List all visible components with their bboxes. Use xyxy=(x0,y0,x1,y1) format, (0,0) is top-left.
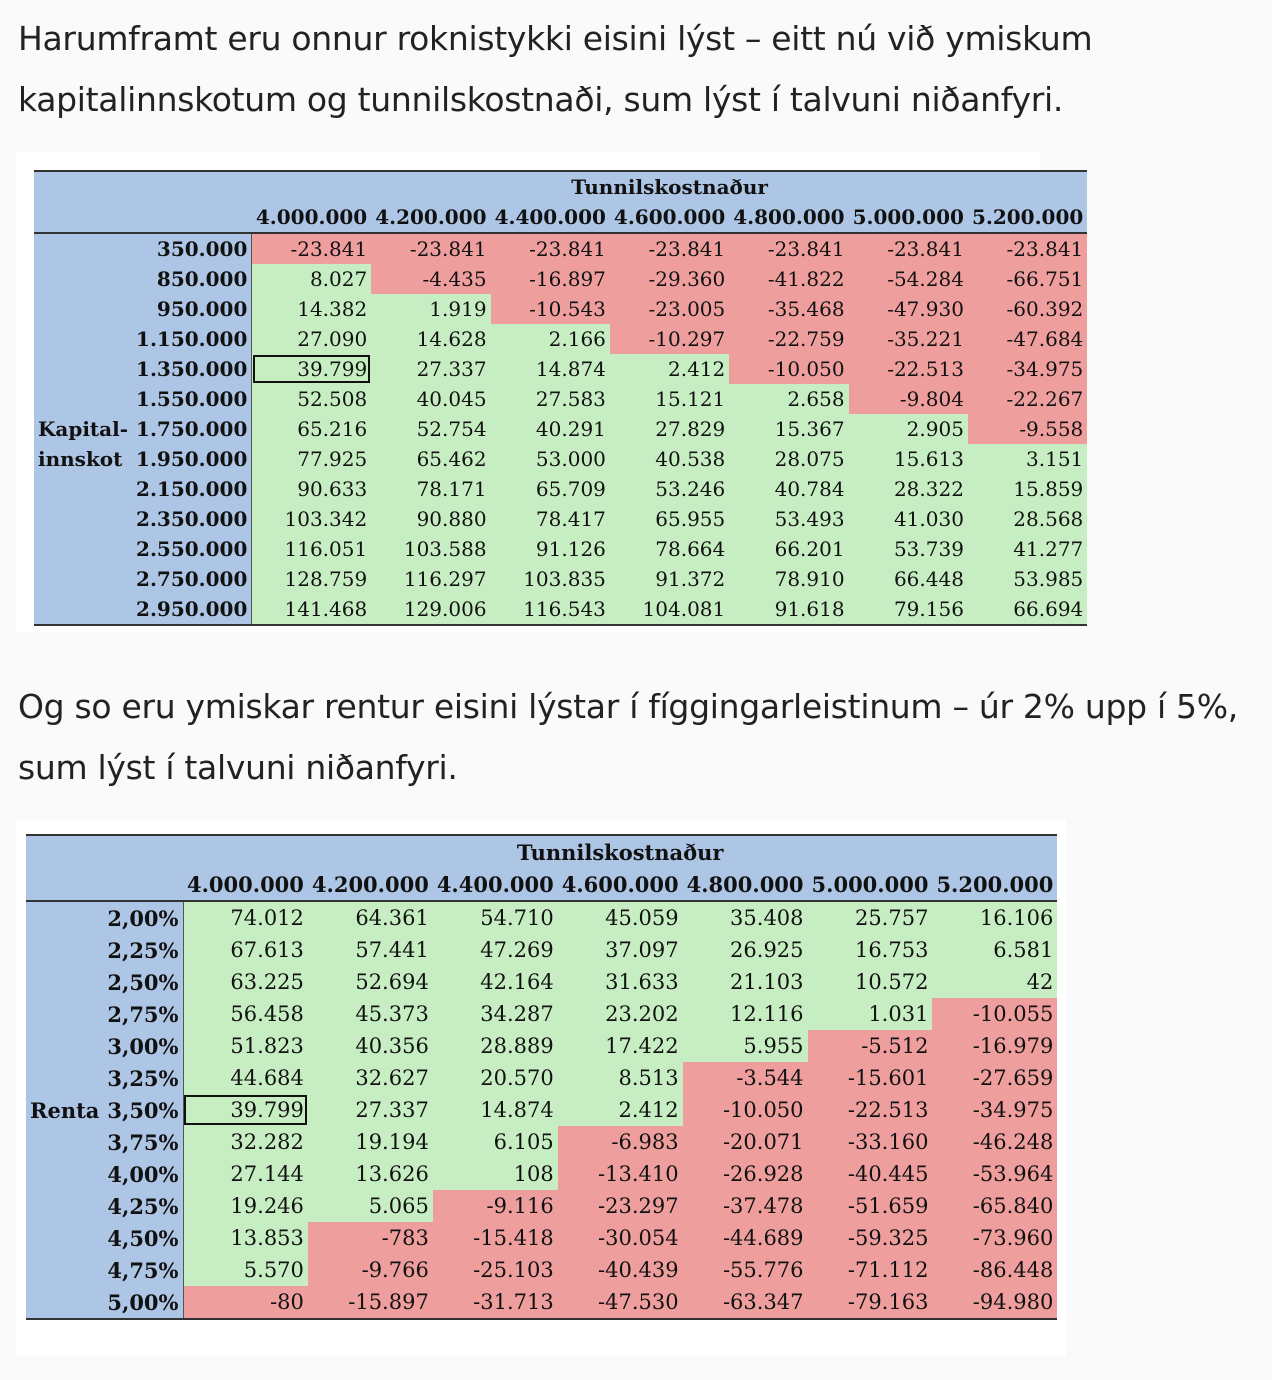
row-header: 2.550.000 xyxy=(132,534,252,564)
value-cell: 2.412 xyxy=(558,1094,683,1126)
value-cell: 91.126 xyxy=(491,534,610,564)
value-cell: 16.106 xyxy=(932,901,1057,934)
value-cell: -9.804 xyxy=(849,384,968,414)
table-row xyxy=(34,444,1087,474)
value-cell: 8.513 xyxy=(558,1062,683,1094)
row-header: 1.150.000 xyxy=(132,324,252,354)
corner-cell xyxy=(132,171,252,202)
value-cell: -23.841 xyxy=(371,233,490,264)
row-axis-spacer xyxy=(26,901,103,934)
value-cell: 65.955 xyxy=(610,504,729,534)
value-cell: -9.116 xyxy=(433,1190,558,1222)
column-header: 4.200.000 xyxy=(308,868,433,901)
value-cell: -783 xyxy=(308,1222,433,1254)
value-cell: -26.928 xyxy=(683,1158,808,1190)
value-cell: 103.342 xyxy=(252,504,371,534)
value-cell: 28.075 xyxy=(729,444,848,474)
row-header: 2,50% xyxy=(103,966,183,998)
value-cell: 66.201 xyxy=(729,534,848,564)
capital-sensitivity-table xyxy=(34,170,1087,626)
row-header: 350.000 xyxy=(132,233,252,264)
value-cell: -23.841 xyxy=(729,233,848,264)
value-cell: -22.267 xyxy=(968,384,1087,414)
value-cell: 6.105 xyxy=(433,1126,558,1158)
value-cell: 27.829 xyxy=(610,414,729,444)
table-title-row xyxy=(26,835,1057,868)
value-cell: 39.799 xyxy=(252,354,371,384)
value-cell: -59.325 xyxy=(808,1222,933,1254)
corner-cell xyxy=(34,171,132,202)
row-header: 2.750.000 xyxy=(132,564,252,594)
value-cell: 28.889 xyxy=(433,1030,558,1062)
value-cell: 78.664 xyxy=(610,534,729,564)
value-cell: 51.823 xyxy=(183,1030,308,1062)
value-cell: 19.194 xyxy=(308,1126,433,1158)
value-cell: 103.835 xyxy=(491,564,610,594)
row-header: 3,00% xyxy=(103,1030,183,1062)
row-header: 1.950.000 xyxy=(132,444,252,474)
value-cell: 52.508 xyxy=(252,384,371,414)
value-cell: -41.822 xyxy=(729,264,848,294)
row-header: 3,25% xyxy=(103,1062,183,1094)
value-cell: -9.558 xyxy=(968,414,1087,444)
value-cell: 40.784 xyxy=(729,474,848,504)
value-cell: 2.905 xyxy=(849,414,968,444)
corner-cell xyxy=(103,835,183,868)
row-header: 4,75% xyxy=(103,1254,183,1286)
row-axis-spacer xyxy=(34,474,132,504)
value-cell: -60.392 xyxy=(968,294,1087,324)
corner-cell xyxy=(26,835,103,868)
value-cell: -16.979 xyxy=(932,1030,1057,1062)
intro-paragraph-interest: Og so eru ymiskar rentur eisini lýstar í fíggingarleistinum – úr 2% upp í 5%, sum lýst í talvuni niðanfyri. xyxy=(18,687,1238,787)
value-cell: 41.277 xyxy=(968,534,1087,564)
row-axis-spacer xyxy=(34,324,132,354)
value-cell: 47.269 xyxy=(433,934,558,966)
column-header: 4.000.000 xyxy=(252,202,371,233)
value-cell: 13.853 xyxy=(183,1222,308,1254)
value-cell: -27.659 xyxy=(932,1062,1057,1094)
table-title-row xyxy=(34,171,1087,202)
value-cell: -51.659 xyxy=(808,1190,933,1222)
value-cell: 91.618 xyxy=(729,594,848,625)
value-cell: 42 xyxy=(932,966,1057,998)
value-cell: 104.081 xyxy=(610,594,729,625)
row-header: 2.950.000 xyxy=(132,594,252,625)
value-cell: -3.544 xyxy=(683,1062,808,1094)
value-cell: -34.975 xyxy=(932,1094,1057,1126)
value-cell: 15.859 xyxy=(968,474,1087,504)
value-cell: -71.112 xyxy=(808,1254,933,1286)
value-cell: -80 xyxy=(183,1286,308,1319)
column-header-row xyxy=(34,202,1087,233)
column-header: 4.600.000 xyxy=(558,868,683,901)
column-header: 4.200.000 xyxy=(371,202,490,233)
value-cell: -23.297 xyxy=(558,1190,683,1222)
value-cell: -5.512 xyxy=(808,1030,933,1062)
value-cell: -6.983 xyxy=(558,1126,683,1158)
value-cell: -22.759 xyxy=(729,324,848,354)
value-cell: 78.910 xyxy=(729,564,848,594)
interest-sensitivity-table xyxy=(26,834,1057,1320)
value-cell: -15.897 xyxy=(308,1286,433,1319)
column-header: 5.000.000 xyxy=(849,202,968,233)
row-header: 2,00% xyxy=(103,901,183,934)
value-cell: -25.103 xyxy=(433,1254,558,1286)
value-cell: 2.658 xyxy=(729,384,848,414)
table-row xyxy=(26,934,1057,966)
value-cell: 19.246 xyxy=(183,1190,308,1222)
value-cell: 28.568 xyxy=(968,504,1087,534)
row-axis-spacer xyxy=(34,384,132,414)
value-cell: 53.739 xyxy=(849,534,968,564)
value-cell: -13.410 xyxy=(558,1158,683,1190)
value-cell: -30.054 xyxy=(558,1222,683,1254)
value-cell: -15.601 xyxy=(808,1062,933,1094)
row-header: 1.750.000 xyxy=(132,414,252,444)
value-cell: 32.627 xyxy=(308,1062,433,1094)
value-cell: 32.282 xyxy=(183,1126,308,1158)
column-header: 4.600.000 xyxy=(610,202,729,233)
value-cell: 78.417 xyxy=(491,504,610,534)
table-row xyxy=(26,1062,1057,1094)
corner-cell xyxy=(103,868,183,901)
value-cell: 21.103 xyxy=(683,966,808,998)
table-row xyxy=(34,594,1087,625)
corner-cell xyxy=(34,202,132,233)
value-cell: 14.628 xyxy=(371,324,490,354)
intro-paragraph-capital: Harumframt eru onnur roknistykki eisini lýst – eitt nú við ymiskum kapitalinnskotum og tunnilskostnaði, sum lýst í talvuni niðanfyri. xyxy=(18,19,1093,119)
row-header: 4,50% xyxy=(103,1222,183,1254)
value-cell: 90.880 xyxy=(371,504,490,534)
value-cell: 53.493 xyxy=(729,504,848,534)
value-cell: 41.030 xyxy=(849,504,968,534)
value-cell: -35.468 xyxy=(729,294,848,324)
value-cell: 1.031 xyxy=(808,998,933,1030)
table-row xyxy=(26,1254,1057,1286)
row-header: 3,75% xyxy=(103,1126,183,1158)
table-title: Tunnilskostnaður xyxy=(183,835,1057,868)
row-axis-spacer xyxy=(34,594,132,625)
value-cell: 12.116 xyxy=(683,998,808,1030)
value-cell: 56.458 xyxy=(183,998,308,1030)
row-axis-spacer xyxy=(26,1222,103,1254)
value-cell: -94.980 xyxy=(932,1286,1057,1319)
value-cell: -23.841 xyxy=(968,233,1087,264)
row-axis-spacer xyxy=(34,233,132,264)
value-cell: 45.373 xyxy=(308,998,433,1030)
row-axis-spacer xyxy=(26,1190,103,1222)
row-axis-spacer xyxy=(34,294,132,324)
column-header: 5.000.000 xyxy=(808,868,933,901)
table-row xyxy=(34,414,1087,444)
value-cell: 65.216 xyxy=(252,414,371,444)
value-cell: 52.754 xyxy=(371,414,490,444)
value-cell: -23.841 xyxy=(491,233,610,264)
row-axis-spacer xyxy=(34,264,132,294)
value-cell: 34.287 xyxy=(433,998,558,1030)
value-cell: -20.071 xyxy=(683,1126,808,1158)
value-cell: 103.588 xyxy=(371,534,490,564)
table-row xyxy=(34,534,1087,564)
value-cell: 14.874 xyxy=(491,354,610,384)
table-row xyxy=(34,504,1087,534)
value-cell: 116.297 xyxy=(371,564,490,594)
value-cell: 27.337 xyxy=(308,1094,433,1126)
row-header: 2,75% xyxy=(103,998,183,1030)
value-cell: 14.874 xyxy=(433,1094,558,1126)
column-header: 4.800.000 xyxy=(729,202,848,233)
value-cell: 57.441 xyxy=(308,934,433,966)
value-cell: 15.121 xyxy=(610,384,729,414)
row-header: 850.000 xyxy=(132,264,252,294)
value-cell: 20.570 xyxy=(433,1062,558,1094)
value-cell: 27.090 xyxy=(252,324,371,354)
row-axis-spacer xyxy=(26,934,103,966)
value-cell: 31.633 xyxy=(558,966,683,998)
value-cell: -10.297 xyxy=(610,324,729,354)
value-cell: 79.156 xyxy=(849,594,968,625)
value-cell: 53.000 xyxy=(491,444,610,474)
row-header: 2,25% xyxy=(103,934,183,966)
value-cell: 78.171 xyxy=(371,474,490,504)
corner-cell xyxy=(132,202,252,233)
row-axis-spacer xyxy=(26,1254,103,1286)
row-axis-spacer xyxy=(26,1062,103,1094)
value-cell: 37.097 xyxy=(558,934,683,966)
row-axis-label: innskot xyxy=(34,444,132,474)
value-cell: -40.439 xyxy=(558,1254,683,1286)
value-cell: -23.841 xyxy=(252,233,371,264)
value-cell: -46.248 xyxy=(932,1126,1057,1158)
table-row xyxy=(26,1126,1057,1158)
row-axis-label: Kapital- xyxy=(34,414,132,444)
value-cell: 53.246 xyxy=(610,474,729,504)
value-cell: -10.543 xyxy=(491,294,610,324)
value-cell: 27.144 xyxy=(183,1158,308,1190)
value-cell: 116.051 xyxy=(252,534,371,564)
value-cell: 116.543 xyxy=(491,594,610,625)
value-cell: 27.337 xyxy=(371,354,490,384)
value-cell: 66.694 xyxy=(968,594,1087,625)
value-cell: 15.367 xyxy=(729,414,848,444)
row-axis-spacer xyxy=(34,354,132,384)
value-cell: 44.684 xyxy=(183,1062,308,1094)
value-cell: 67.613 xyxy=(183,934,308,966)
value-cell: -35.221 xyxy=(849,324,968,354)
value-cell: -53.964 xyxy=(932,1158,1057,1190)
row-axis-spacer xyxy=(26,1286,103,1319)
value-cell: 40.538 xyxy=(610,444,729,474)
value-cell: 39.799 xyxy=(183,1094,308,1126)
value-cell: -34.975 xyxy=(968,354,1087,384)
column-header: 4.000.000 xyxy=(183,868,308,901)
value-cell: -79.163 xyxy=(808,1286,933,1319)
row-axis-label: Renta xyxy=(26,1094,103,1126)
value-cell: -66.751 xyxy=(968,264,1087,294)
column-header: 4.800.000 xyxy=(683,868,808,901)
value-cell: 13.626 xyxy=(308,1158,433,1190)
value-cell: 8.027 xyxy=(252,264,371,294)
value-cell: 35.408 xyxy=(683,901,808,934)
value-cell: 40.291 xyxy=(491,414,610,444)
value-cell: 52.694 xyxy=(308,966,433,998)
value-cell: 63.225 xyxy=(183,966,308,998)
table-row xyxy=(34,564,1087,594)
row-header: 2.350.000 xyxy=(132,504,252,534)
value-cell: -65.840 xyxy=(932,1190,1057,1222)
corner-cell xyxy=(26,868,103,901)
table-row xyxy=(26,1030,1057,1062)
value-cell: -86.448 xyxy=(932,1254,1057,1286)
value-cell: 91.372 xyxy=(610,564,729,594)
row-axis-spacer xyxy=(26,1126,103,1158)
value-cell: 128.759 xyxy=(252,564,371,594)
value-cell: -22.513 xyxy=(808,1094,933,1126)
table-row xyxy=(34,294,1087,324)
row-axis-spacer xyxy=(34,504,132,534)
row-header: 4,25% xyxy=(103,1190,183,1222)
value-cell: 5.065 xyxy=(308,1190,433,1222)
value-cell: 2.166 xyxy=(491,324,610,354)
value-cell: 108 xyxy=(433,1158,558,1190)
row-axis-spacer xyxy=(34,534,132,564)
value-cell: -23.841 xyxy=(610,233,729,264)
table-row xyxy=(26,1158,1057,1190)
value-cell: 5.955 xyxy=(683,1030,808,1062)
value-cell: -37.478 xyxy=(683,1190,808,1222)
value-cell: 65.462 xyxy=(371,444,490,474)
value-cell: 40.356 xyxy=(308,1030,433,1062)
value-cell: -55.776 xyxy=(683,1254,808,1286)
value-cell: -47.930 xyxy=(849,294,968,324)
value-cell: -23.841 xyxy=(849,233,968,264)
row-axis-spacer xyxy=(34,564,132,594)
column-header: 5.200.000 xyxy=(968,202,1087,233)
row-header: 1.550.000 xyxy=(132,384,252,414)
table-title: Tunnilskostnaður xyxy=(252,171,1087,202)
value-cell: 54.710 xyxy=(433,901,558,934)
value-cell: -44.689 xyxy=(683,1222,808,1254)
column-header: 4.400.000 xyxy=(433,868,558,901)
table-row xyxy=(34,474,1087,504)
value-cell: 53.985 xyxy=(968,564,1087,594)
table-row xyxy=(26,1190,1057,1222)
table-row xyxy=(34,354,1087,384)
row-axis-spacer xyxy=(26,998,103,1030)
row-header: 1.350.000 xyxy=(132,354,252,384)
value-cell: 129.006 xyxy=(371,594,490,625)
value-cell: -47.684 xyxy=(968,324,1087,354)
row-header: 5,00% xyxy=(103,1286,183,1319)
row-axis-spacer xyxy=(26,1158,103,1190)
value-cell: 1.919 xyxy=(371,294,490,324)
value-cell: 64.361 xyxy=(308,901,433,934)
value-cell: 28.322 xyxy=(849,474,968,504)
row-header: 4,00% xyxy=(103,1158,183,1190)
column-header: 5.200.000 xyxy=(932,868,1057,901)
value-cell: 26.925 xyxy=(683,934,808,966)
value-cell: 90.633 xyxy=(252,474,371,504)
value-cell: -29.360 xyxy=(610,264,729,294)
value-cell: 3.151 xyxy=(968,444,1087,474)
row-header: 2.150.000 xyxy=(132,474,252,504)
value-cell: -73.960 xyxy=(932,1222,1057,1254)
value-cell: -4.435 xyxy=(371,264,490,294)
table-row xyxy=(34,384,1087,414)
value-cell: 42.164 xyxy=(433,966,558,998)
table-row xyxy=(26,998,1057,1030)
value-cell: -15.418 xyxy=(433,1222,558,1254)
row-header: 950.000 xyxy=(132,294,252,324)
value-cell: 74.012 xyxy=(183,901,308,934)
value-cell: -40.445 xyxy=(808,1158,933,1190)
value-cell: 5.570 xyxy=(183,1254,308,1286)
value-cell: -47.530 xyxy=(558,1286,683,1319)
table-row xyxy=(26,1286,1057,1319)
value-cell: -10.055 xyxy=(932,998,1057,1030)
column-header: 4.400.000 xyxy=(491,202,610,233)
value-cell: 16.753 xyxy=(808,934,933,966)
value-cell: -33.160 xyxy=(808,1126,933,1158)
value-cell: 25.757 xyxy=(808,901,933,934)
value-cell: 2.412 xyxy=(610,354,729,384)
value-cell: 10.572 xyxy=(808,966,933,998)
row-header: 3,50% xyxy=(103,1094,183,1126)
value-cell: 17.422 xyxy=(558,1030,683,1062)
value-cell: -23.005 xyxy=(610,294,729,324)
capital-sensitivity-table-image xyxy=(16,152,1084,632)
row-axis-spacer xyxy=(26,966,103,998)
value-cell: -31.713 xyxy=(433,1286,558,1319)
value-cell: 15.613 xyxy=(849,444,968,474)
value-cell: -9.766 xyxy=(308,1254,433,1286)
value-cell: -54.284 xyxy=(849,264,968,294)
value-cell: -16.897 xyxy=(491,264,610,294)
column-header-row xyxy=(26,868,1057,901)
table-row xyxy=(26,901,1057,934)
interest-sensitivity-table-image xyxy=(16,820,1066,1356)
table-row xyxy=(34,324,1087,354)
table-row xyxy=(26,1094,1057,1126)
value-cell: -10.050 xyxy=(729,354,848,384)
value-cell: 23.202 xyxy=(558,998,683,1030)
value-cell: -63.347 xyxy=(683,1286,808,1319)
table-row xyxy=(26,1222,1057,1254)
value-cell: 27.583 xyxy=(491,384,610,414)
row-axis-spacer xyxy=(26,1030,103,1062)
table-row xyxy=(34,264,1087,294)
value-cell: 77.925 xyxy=(252,444,371,474)
value-cell: 65.709 xyxy=(491,474,610,504)
value-cell: 141.468 xyxy=(252,594,371,625)
table-row xyxy=(26,966,1057,998)
value-cell: 45.059 xyxy=(558,901,683,934)
table-row xyxy=(34,233,1087,264)
value-cell: 40.045 xyxy=(371,384,490,414)
value-cell: 66.448 xyxy=(849,564,968,594)
value-cell: 6.581 xyxy=(932,934,1057,966)
value-cell: -10.050 xyxy=(683,1094,808,1126)
value-cell: -22.513 xyxy=(849,354,968,384)
value-cell: 14.382 xyxy=(252,294,371,324)
